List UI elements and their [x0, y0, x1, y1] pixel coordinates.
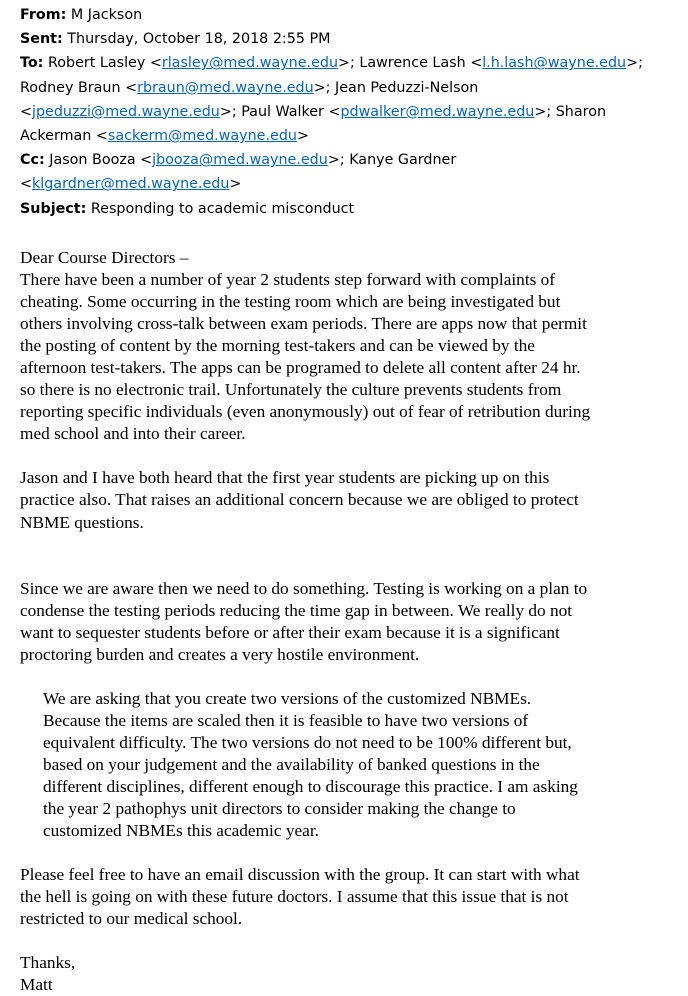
text-line: the hell is going on with these future doctors. I assume that this issue that is not — [20, 887, 569, 907]
text-line: so there is no electronic trail. Unfortunately the culture prevents students from — [20, 380, 562, 400]
text-line: different disciplines, different enough to discourage this practice. I am asking — [43, 776, 578, 796]
text-line: med school and into their career. — [20, 424, 246, 444]
closing: Thanks, — [20, 953, 76, 973]
cc-label: Cc: — [20, 152, 45, 169]
recipient-separator: ; — [339, 152, 345, 169]
recipient-name: Lawrence Lash — [359, 55, 466, 72]
subject-row — [20, 197, 680, 221]
recipient-separator: ; — [325, 79, 331, 96]
paragraph-3 — [20, 578, 684, 666]
recipient: Sharon Ackerman <sackerm@med.wayne.edu> — [20, 103, 607, 145]
text-line: Because the items are scaled then it is feasible to have two versions of — [43, 710, 529, 730]
text-line: others involving cross-talk between exam periods. There are apps now that permit — [20, 314, 587, 334]
text-line: the year 2 pathophys unit directors to consider making the change to — [43, 798, 516, 818]
to-recipients — [20, 55, 643, 144]
recipient-email-link[interactable]: jpeduzzi@med.wayne.edu — [31, 103, 220, 120]
sent-label: Sent: — [20, 31, 63, 48]
recipient: Jason Booza <jbooza@med.wayne.edu>; — [49, 152, 345, 169]
recipient-name: Sharon Ackerman — [20, 103, 607, 145]
text-line: the posting of content by the morning test-takers and can be viewed by the — [20, 336, 535, 356]
text-line: want to sequester students before or after their exam because it is a significant — [20, 622, 560, 642]
text-line: condense the testing periods reducing the time gap in between. We really do not — [20, 600, 573, 620]
email-header — [20, 3, 680, 221]
recipient-name: Kanye Gardner — [349, 152, 457, 169]
greeting: Dear Course Directors – — [20, 248, 189, 267]
text-line: NBME questions. — [20, 512, 144, 532]
recipient-email-link[interactable]: rbraun@med.wayne.edu — [137, 79, 314, 96]
recipient-name: Jean Peduzzi-Nelson — [335, 79, 479, 96]
recipient-name: Rodney Braun — [20, 79, 121, 96]
recipient-name: Paul Walker — [241, 103, 324, 120]
recipient-name: Jason Booza — [49, 152, 136, 169]
recipient-name: Robert Lasley — [47, 55, 146, 72]
recipient: Lawrence Lash <l.h.lash@wayne.edu>; — [359, 55, 643, 72]
to-label: To: — [20, 55, 44, 72]
from-label: From: — [20, 7, 67, 23]
from-value: M Jackson — [70, 7, 143, 23]
recipient-separator: ; — [638, 55, 643, 72]
text-line: cheating. Some occurring in the testing room which are being investigated but — [20, 292, 561, 312]
paragraph-5 — [20, 864, 684, 930]
indented-paragraph — [43, 688, 684, 842]
text-line: We are asking that you create two versions of the customized NBMEs. — [43, 688, 532, 708]
text-line: based on your judgement and the availability of banked questions in the — [43, 754, 540, 774]
recipient-email-link[interactable]: jbooza@med.wayne.edu — [152, 152, 328, 169]
recipient: Kanye Gardner <klgardner@med.wayne.edu> — [20, 152, 457, 193]
sent-row — [20, 27, 680, 51]
paragraph-2 — [20, 467, 684, 533]
recipient: Paul Walker <pdwalker@med.wayne.edu>; — [241, 103, 552, 120]
subject-label: Subject: — [20, 200, 87, 217]
text-line: Since we are aware then we need to do something. Testing is working on a plan to — [20, 578, 588, 598]
text-line: practice also. That raises an additional concern because we are obliged to protect — [20, 490, 579, 510]
cc-recipients — [20, 152, 456, 192]
text-line: Please feel free to have an email discussion with the group. It can start with what — [20, 865, 580, 885]
text-line: There have been a number of year 2 students step forward with complaints of — [20, 270, 556, 290]
signature: Matt — [20, 975, 53, 995]
recipient-email-link[interactable]: sackerm@med.wayne.edu — [107, 128, 297, 145]
recipient-separator: ; — [231, 103, 237, 120]
text-line: proctoring burden and creates a very hostile environment. — [20, 644, 420, 664]
recipient-separator: ; — [546, 103, 552, 120]
text-line: restricted to our medical school. — [20, 909, 243, 929]
sent-value: Thursday, October 18, 2018 2:55 PM — [67, 31, 331, 48]
recipient-email-link[interactable]: pdwalker@med.wayne.edu — [340, 103, 535, 120]
text-line: afternoon test-takers. The apps can be programed to delete all content after 24 hr. — [20, 358, 581, 378]
recipient-email-link[interactable]: l.h.lash@wayne.edu — [482, 55, 627, 72]
recipient: Jean Peduzzi-Nelson <jpeduzzi@med.wayne.edu>; — [20, 79, 479, 120]
text-line: Jason and I have both heard that the first year students are picking up on this — [20, 468, 550, 488]
recipient: Robert Lasley <rlasley@med.wayne.edu>; — [47, 55, 355, 72]
recipient-email-link[interactable]: rlasley@med.wayne.edu — [161, 55, 339, 72]
text-line: reporting specific individuals (even anonymously) out of fear of retribution during — [20, 402, 591, 422]
recipient-separator: ; — [350, 55, 355, 72]
text-line: equivalent difficulty. The two versions do not need to be 100% different but, — [43, 732, 572, 752]
subject-value: Responding to academic misconduct — [90, 200, 355, 217]
email-body — [20, 247, 684, 996]
recipient-email-link[interactable]: klgardner@med.wayne.edu — [31, 176, 230, 193]
cc-row — [20, 148, 680, 196]
recipient: Rodney Braun <rbraun@med.wayne.edu>; — [20, 79, 331, 96]
from-row — [20, 3, 680, 27]
paragraph-1 — [20, 269, 684, 445]
to-row — [20, 51, 680, 148]
text-line: customized NBMEs this academic year. — [43, 821, 319, 841]
